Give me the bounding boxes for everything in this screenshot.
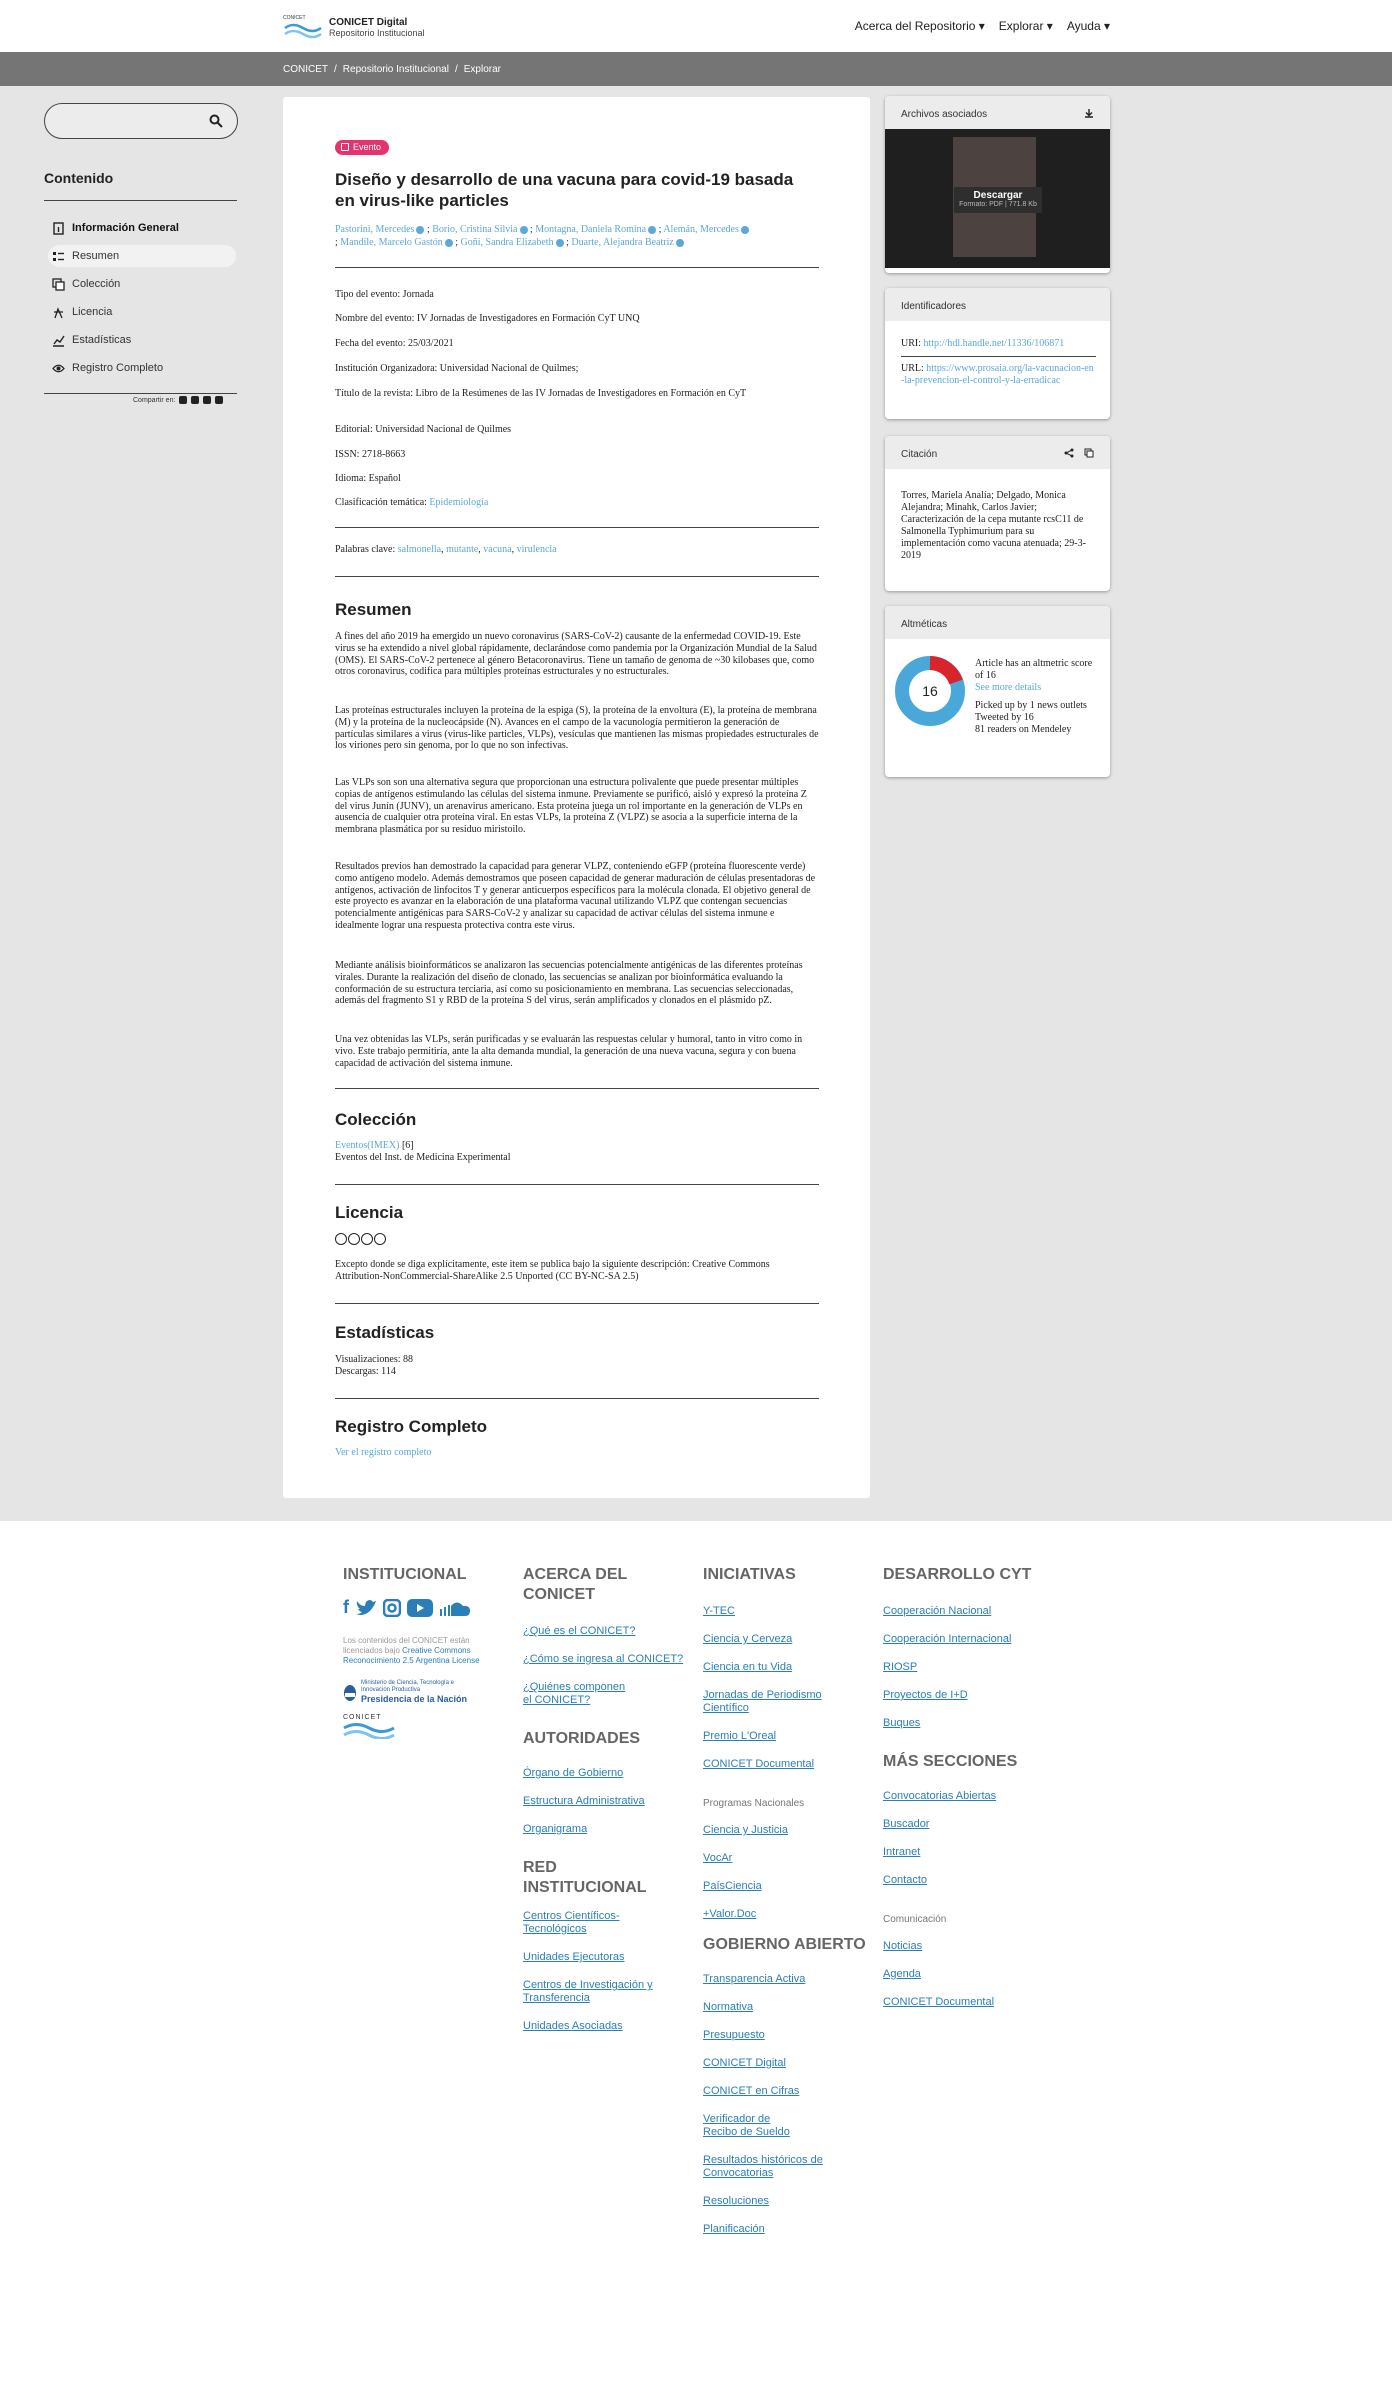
author-link[interactable]: Duarte, Alejandra Beatriz (571, 237, 674, 248)
divider (335, 1088, 819, 1089)
verified-icon (520, 226, 528, 234)
altmetricas-header (885, 606, 1110, 639)
altmetric-details (975, 658, 1100, 736)
pdf-thumbnail[interactable] (885, 129, 1110, 268)
footer-institucional (343, 1565, 503, 1744)
keyword-link[interactable]: mutante (446, 544, 479, 555)
footer-heading: ACERCA DEL CONICET (523, 1566, 628, 1603)
divider (901, 356, 1096, 357)
licencia-heading: Licencia (335, 1203, 404, 1222)
footer-link[interactable]: ¿Quiénes componen el CONICET? (523, 1681, 626, 1706)
identificadores-body (901, 338, 1096, 387)
verified-icon (445, 239, 453, 247)
svg-text:CONICET: CONICET (283, 15, 306, 21)
footer-link[interactable]: Premio L'Oreal (703, 1730, 777, 1742)
meta-institucion: Institución Organizadora: Universidad Nacional de Quilmes; (335, 363, 579, 374)
conicet-wave-logo (283, 14, 323, 40)
meta-fecha: Fecha del evento: 25/03/2021 (335, 338, 454, 349)
footer-link[interactable]: +Valor.Doc (703, 1908, 757, 1920)
footer-link[interactable]: Cooperación Nacional (883, 1605, 992, 1617)
sidebar-item-coleccion[interactable] (48, 273, 236, 295)
nav-ayuda-label: Ayuda (1066, 19, 1101, 33)
footer-link[interactable]: Convocatorias Abiertas (883, 1790, 997, 1802)
sidebar-item-resumen[interactable] (48, 245, 236, 267)
stats-icon (52, 334, 65, 347)
eye-icon (52, 362, 65, 375)
footer-link[interactable]: Verificador de Recibo de Sueldo (703, 2113, 790, 2138)
sidebar-item-estadisticas[interactable] (48, 329, 236, 351)
footer-acerca (523, 1565, 688, 2033)
author-link[interactable]: Pastorini, Mercedes (335, 224, 415, 235)
uri-link[interactable]: http://hdl.handle.net/11336/106871 (923, 338, 1065, 349)
registro-link[interactable]: Ver el registro completo (335, 1447, 432, 1458)
keyword-link[interactable]: virulencia (516, 544, 557, 555)
footer-heading: MÁS SECCIONES (883, 1753, 1018, 1770)
tweeted-count: Tweeted by 16 (975, 712, 1034, 723)
author-list: Pastorini, Mercedes ; Borio, Cristina Silvia ; Montagna, Daniela Romina ; Alemán, Mercedes ; Mandile, Marcelo Gastón ; Goñi, Sandra Elizabeth ; Duarte, Alejandra Beatriz (335, 223, 819, 249)
meta-issn: ISSN: 2718-8663 (335, 449, 406, 460)
breadcrumb-bar (0, 52, 1392, 86)
breadcrumb (283, 64, 501, 75)
altmetricas-panel (885, 606, 1110, 777)
whatsapp-icon[interactable] (215, 396, 223, 404)
footer-link[interactable]: Transparencia Activa (703, 1973, 806, 1985)
license-icon (52, 306, 65, 319)
footer-link[interactable]: Y-TEC (703, 1605, 735, 1617)
footer-link[interactable]: Unidades Asociadas (523, 2020, 623, 2032)
creative-commons-icon[interactable] (335, 1233, 386, 1245)
by-icon (348, 1233, 360, 1245)
footer-heading: GOBIERNO ABIERTO (703, 1936, 866, 1953)
soundcloud-icon[interactable] (439, 1599, 471, 1617)
sidebar-title: Contenido (44, 170, 114, 186)
footer-link[interactable]: Buscador (883, 1818, 930, 1830)
footer-link[interactable]: Estructura Administrativa (523, 1795, 645, 1807)
license-notice-link[interactable]: Creative Commons Reconocimiento 2.5 Argentina License (343, 1646, 480, 1665)
meta-revista: Título de la revista: Libro de la Resúmenes de las IV Jornadas de Investigadores en Formación en CyT (335, 388, 747, 399)
url-label: URL: (901, 363, 927, 374)
footer-heading: RED INSTITUCIONAL (523, 1859, 647, 1896)
logo-title: CONICET Digital (329, 16, 408, 28)
footer-link[interactable]: VocAr (703, 1852, 733, 1864)
nav-acerca[interactable]: Acerca del Repositorio ▾ (854, 19, 985, 33)
calendar-icon (341, 143, 349, 151)
author-link[interactable]: Montagna, Daniela Romina (535, 224, 647, 235)
share-bar (133, 396, 223, 404)
sidebar-item-label: Resumen (72, 250, 120, 262)
twitter-icon[interactable] (355, 1599, 377, 1617)
copy-icon[interactable] (1084, 448, 1094, 458)
sidebar-item-label: Información General (72, 222, 179, 234)
footer-link[interactable]: Planificación (703, 2223, 765, 2235)
conicet-logo[interactable] (283, 14, 425, 40)
conicet-logo-text: CONICET (343, 1714, 382, 1721)
download-button[interactable] (954, 187, 1042, 213)
item-title: Diseño y desarrollo de una vacuna para covid-19 basada en virus-like particles (335, 170, 794, 210)
footer (0, 1521, 1392, 2400)
footer-link[interactable]: CONICET en Cifras (703, 2085, 800, 2097)
footer-link[interactable]: CONICET Documental (703, 1758, 815, 1770)
escudo-icon (343, 1681, 357, 1703)
facebook-icon[interactable]: f (343, 1597, 349, 1617)
item-card (283, 97, 870, 1498)
meta-tipo: Tipo del evento: Jornada (335, 289, 434, 300)
footer-heading: INSTITUCIONAL (343, 1566, 467, 1583)
license-notice (343, 1636, 493, 1666)
facebook-icon[interactable] (179, 396, 187, 404)
meta-clasificacion (335, 497, 815, 509)
resumen-paragraph: A fines del año 2019 ha emergido un nuevo coronavirus (SARS-CoV-2) causante de la enfermedad COVID-19. Este virus se ha extendido a nivel global rápidamente, declarándose como pandemia por la Organización Mundial de la Salud (OMS). El SARS-CoV-2 pertenece al género Betacoronavirus. Tiene un tamaño de genoma de ~30 kilobases que, como otros coronavirus, codifica para múltiples proteínas estructurales y no estructurales. (335, 631, 817, 678)
uri-row (901, 338, 1096, 350)
citacion-title: Citación (901, 449, 938, 460)
descargas: Descargas: 114 (335, 1366, 396, 1377)
footer-link[interactable]: Normativa (703, 2001, 754, 2013)
instagram-icon[interactable] (383, 1599, 401, 1617)
download-icon[interactable] (1084, 108, 1094, 118)
licencia-text: Excepto donde se diga explícitamente, este item se publica bajo la siguiente descripción: Creative Commons Attribution-NonCommercial-ShareAlike 2.5 Unported (CC BY-NC-SA 2.5) (335, 1259, 770, 1282)
sa-icon (374, 1233, 386, 1245)
info-doc-icon (52, 222, 65, 235)
sidebar-item-label: Estadísticas (72, 334, 132, 346)
top-header (0, 0, 1392, 52)
breadcrumb-repositorio[interactable]: Repositorio Institucional (342, 64, 449, 75)
sidebar-item-label: Colección (72, 278, 121, 290)
twitter-icon[interactable] (191, 396, 199, 404)
conicet-footer-logo (343, 1714, 503, 1744)
meta-idioma: Idioma: Español (335, 473, 401, 484)
badge-label: Evento (353, 142, 382, 152)
sidebar-divider (44, 393, 237, 394)
resumen-paragraph: Las VLPs son son una alternativa segura que proporcionan una estructura polivalente que puede presentar múltiples copias de antígenos estimulando las células del sistema inmune. Previamente se purificó, aisló y expresó la proteína Z del virus Junín (JUNV), un arenavirus americano. Esta proteína juega un rol importante en la generación de VLPs en ausencia de cualquier otra proteína viral. En estas VLPs, la proteína Z (VLPZ) se asocia a la superficie interna de la membrana plasmática por su residuo miristoilo. (335, 777, 807, 836)
resumen-heading: Resumen (335, 600, 412, 619)
visualizaciones: Visualizaciones: 88 (335, 1354, 413, 1365)
verified-icon (416, 226, 424, 234)
divider (335, 576, 819, 577)
download-label: Descargar (973, 190, 1023, 201)
identificadores-header (885, 288, 1110, 321)
keyword-link[interactable]: vacuna (483, 544, 512, 555)
footer-link[interactable]: Resoluciones (703, 2195, 770, 2207)
share-label: Compartir en: (133, 396, 176, 404)
email-icon[interactable] (203, 396, 211, 404)
search-input[interactable] (59, 104, 209, 138)
divider (335, 1184, 819, 1185)
footer-link[interactable]: Ciencia en tu Vida (703, 1661, 793, 1673)
verified-icon (676, 239, 684, 247)
citacion-panel (885, 436, 1110, 591)
footer-iniciativas (703, 1565, 873, 2236)
estadisticas-heading: Estadísticas (335, 1323, 435, 1342)
nc-icon (361, 1233, 373, 1245)
altmetric-donut[interactable] (893, 654, 967, 728)
footer-desarrollo (883, 1565, 1063, 2009)
social-icons (343, 1597, 503, 1618)
footer-link[interactable]: Agenda (883, 1968, 921, 1980)
verified-icon (648, 226, 656, 234)
coleccion-description: Eventos del Inst. de Medicina Experimental (335, 1152, 511, 1163)
presidencia-text: Presidencia de la Nación (361, 1694, 468, 1704)
sidebar-item-registro[interactable] (48, 357, 236, 379)
clasificacion-link[interactable]: Epidemiología (429, 497, 489, 508)
list-icon (52, 250, 65, 263)
author-link[interactable]: Alemán, Mercedes (663, 224, 739, 235)
license-notice-text: Los contenidos del CONICET están licenciados bajo (343, 1636, 470, 1655)
breadcrumb-explorar[interactable]: Explorar (463, 64, 501, 75)
verified-icon (741, 226, 749, 234)
altmetric-line1: Article has an altmetric score of 16 (975, 658, 1093, 681)
identificadores-title: Identificadores (901, 301, 967, 312)
breadcrumb-conicet[interactable]: CONICET (283, 64, 328, 75)
logo-subtitle: Repositorio Institucional (329, 27, 425, 38)
event-badge (335, 140, 389, 155)
footer-link[interactable]: Presupuesto (703, 2029, 765, 2041)
youtube-icon[interactable] (407, 1599, 433, 1617)
registro-heading: Registro Completo (335, 1417, 488, 1436)
footer-link[interactable]: Ciencia y Justicia (703, 1824, 788, 1836)
footer-heading: INICIATIVAS (703, 1566, 796, 1583)
author-link[interactable]: Borio, Cristina Silvia (432, 224, 518, 235)
sidebar-divider (44, 200, 237, 201)
coleccion-count: [6] (401, 1140, 414, 1151)
nav-explorar[interactable]: Explorar ▾ (998, 19, 1053, 33)
ministerio-logo (343, 1680, 503, 1704)
footer-link[interactable]: Cooperación Internacional (883, 1633, 1012, 1645)
search-box (44, 103, 238, 139)
footer-link[interactable]: Centros de Investigación y Transferencia (523, 1979, 653, 2004)
citacion-text: Torres, Mariela Analía; Delgado, Monica Alejandra; Minahk, Carlos Javier; Caracterización de la cepa mutante rcsC11 de Salmonella Typhimurium para su implementación como vacuna atenuada; 29-3-2019 (901, 490, 1086, 561)
footer-link[interactable]: Intranet (883, 1846, 921, 1858)
file-format: Formato: PDF | 771.8 Kb (959, 201, 1037, 208)
footer-link[interactable]: ¿Qué es el CONICET? (523, 1625, 636, 1637)
nav-explorar-label: Explorar (998, 19, 1044, 33)
coleccion-link[interactable]: Eventos(IMEX) (335, 1140, 400, 1151)
cc-icon (335, 1233, 347, 1245)
footer-link[interactable]: Jornadas de Periodismo Científico (703, 1689, 822, 1714)
footer-link[interactable]: Organigrama (523, 1823, 588, 1835)
search-icon[interactable] (209, 114, 223, 128)
footer-link[interactable]: RIOSP (883, 1661, 918, 1673)
author-link[interactable]: Goñi, Sandra Elizabeth (460, 237, 554, 248)
footer-link[interactable]: Unidades Ejecutoras (523, 1951, 625, 1963)
top-nav (855, 19, 1110, 33)
divider (335, 527, 819, 528)
collection-icon (52, 278, 65, 291)
sidebar-item-label: Registro Completo (72, 362, 164, 374)
footer-link[interactable]: Contacto (883, 1874, 928, 1886)
coleccion-entry (335, 1140, 815, 1152)
resumen-paragraph: Una vez obtenidas las VLPs, serán purificadas y se evaluarán las respuestas celular y humoral, tanto in vitro como in vivo. Este trabajo permitiría, ante la alta demanda mundial, la generación de una nueva vacuna, segura y con buena capacidad de activación del sistema inmune. (335, 1034, 803, 1069)
resumen-paragraph: Las proteínas estructurales incluyen la proteína de la espiga (S), la proteína de la envoltura (E), la proteína de membrana (M) y la proteína de la nucleocápside (N). Avances en el campo de la vacunología permitieron la generación de partículas similares a virus (virus-like particles, VLPs), vesículas que mantienen las mismas propiedades estructurales de los viriones pero sin genoma, por lo que no son infectivas. (335, 705, 819, 752)
meta-nombre: Nombre del evento: IV Jornadas de Investigadores en Formación CyT UNQ (335, 313, 640, 324)
coleccion-heading: Colección (335, 1110, 417, 1129)
footer-link[interactable]: PaísCiencia (703, 1880, 762, 1892)
footer-link[interactable]: Ciencia y Cerveza (703, 1633, 793, 1645)
nav-ayuda[interactable]: Ayuda ▾ (1066, 19, 1110, 33)
footer-link[interactable]: Centros Científicos-Tecnológicos (523, 1910, 620, 1935)
meta-editorial: Editorial: Universidad Nacional de Quilmes (335, 424, 512, 435)
footer-link[interactable]: CONICET Documental (883, 1996, 995, 2008)
divider (335, 267, 819, 268)
citacion-header (885, 436, 1110, 469)
footer-sublabel: Programas Nacionales (703, 1798, 805, 1809)
sidebar-item-label: Licencia (72, 306, 113, 318)
sidebar-item-licencia[interactable] (48, 301, 236, 323)
footer-link[interactable]: Resultados históricos de Convocatorias (703, 2154, 823, 2179)
verified-icon (556, 239, 564, 247)
footer-link[interactable]: Proyectos de I+D (883, 1689, 968, 1701)
keywords-label: Palabras clave: (335, 544, 398, 555)
footer-link[interactable]: Órgano de Gobierno (523, 1767, 624, 1779)
divider (335, 1398, 819, 1399)
author-link[interactable]: Mandile, Marcelo Gastón (340, 237, 443, 248)
see-more-link[interactable]: See more details (975, 682, 1042, 693)
resumen-paragraph: Mediante análisis bioinformáticos se analizaron las secuencias potencialmente antigénicas de las diferentes proteínas virales. Durante la realización del diseño de clonado, las secuencias se analizan por bioinformática evaluando la conformación de su estructura terciaria, así como su posicionamiento en membrana. Las secuencias seleccionadas, además del fragmento S1 y RBD de la proteína S del virus, serán amplificados y clonados en el plásmido pZ. (335, 960, 803, 1007)
readers-count: 81 readers on Mendeley (975, 724, 1072, 735)
url-link[interactable]: https://www.prosaia.org/la-vacunacion-en-la-prevencion-el-control-y-la-erradicac (901, 363, 1094, 386)
ministerio-text: Ministerio de Ciencia, Tecnología e Innovación Productiva (361, 1680, 454, 1693)
keyword-link[interactable]: salmonella (397, 544, 442, 555)
breadcrumb-sep: / (454, 64, 458, 75)
nav-acerca-label: Acerca del Repositorio (854, 19, 976, 33)
resumen-paragraph: Resultados previos han demostrado la capacidad para generar VLPZ, conteniendo eGFP (proteína fluorescente verde) como antígeno modelo. Además demostramos que poseen capacidad de generar maduración de células presentadoras de antígenos, activación de linfocitos T y generar anticuerpos específicos para la molécula clonada. El objetivo general de este proyecto es avanzar en la elaboración de una plataforma vacunal utilizando VLPZ que contengan secuencias potencialmente antigénicas para SARS-CoV-2 y analizar su capacidad de activar células del sistema inmune e idealmente lograr una respuesta protectiva contra este virus. (335, 861, 816, 931)
clasificacion-label: Clasificación temática: (335, 497, 430, 508)
identificadores-panel (885, 288, 1110, 419)
sidebar-item-informacion[interactable] (48, 217, 236, 239)
footer-link[interactable]: Noticias (883, 1940, 923, 1952)
footer-heading: AUTORIDADES (523, 1730, 641, 1747)
archivos-panel (885, 96, 1110, 273)
footer-sublabel: Comunicación (883, 1914, 947, 1925)
keywords: Palabras clave: salmonella, mutante, vacuna, virulencia (335, 544, 557, 555)
share-icon[interactable] (1064, 448, 1074, 458)
footer-link[interactable]: ¿Cómo se ingresa al CONICET? (523, 1653, 684, 1665)
footer-heading: DESARROLLO CYT (883, 1566, 1032, 1583)
archivos-title: Archivos asociados (901, 109, 988, 120)
divider (335, 1303, 819, 1304)
footer-link[interactable]: Buques (883, 1717, 921, 1729)
altmetric-score: 16 (922, 683, 938, 699)
archivos-header (885, 96, 1110, 129)
footer-link[interactable]: CONICET Digital (703, 2057, 786, 2069)
news-count: Picked up by 1 news outlets (975, 700, 1087, 711)
uri-label: URI: (901, 338, 924, 349)
url-row (901, 363, 1096, 387)
altmetricas-title: Altméticas (901, 619, 948, 630)
conicet-wave-icon (343, 1721, 395, 1739)
breadcrumb-sep: / (334, 64, 337, 75)
